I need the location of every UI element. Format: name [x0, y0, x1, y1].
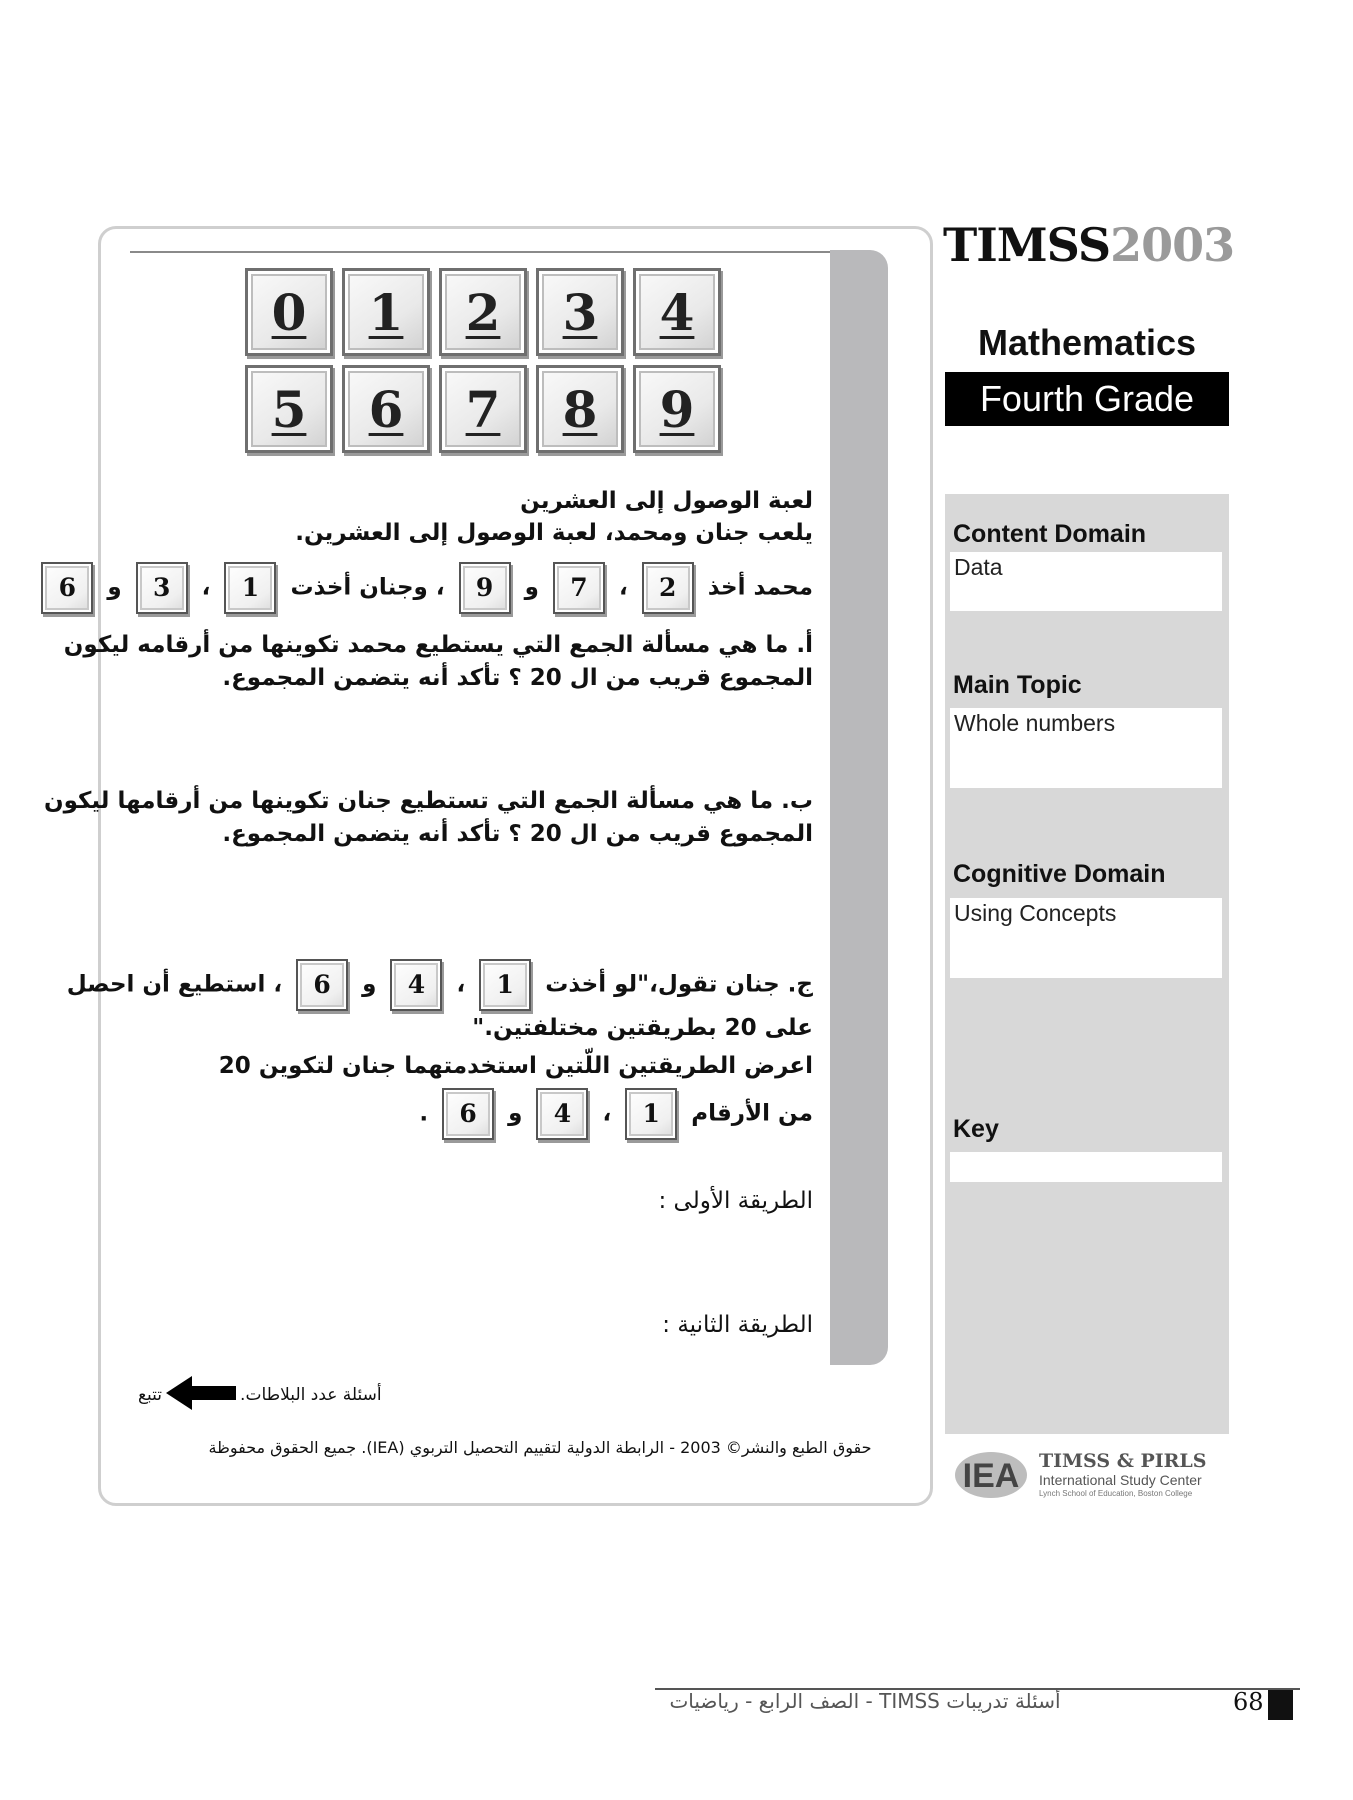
players-numbers-line [35, 562, 813, 614]
jinan-number-box: 4 [536, 1088, 588, 1140]
logo-line-1: TIMSS & PIRLS [1039, 1450, 1207, 1472]
tile-6: 6 [342, 365, 430, 453]
way-1-label: الطريقة الأولى : [658, 1188, 813, 1214]
jinan-number-box: 6 [296, 959, 348, 1011]
part-a-line-1: أ. ما هي مسألة الجمع التي يستطيع محمد تكوينها من أرقامه ليكون [63, 632, 813, 658]
mohamed-number-box: 2 [642, 562, 694, 614]
page-number: 68 [1233, 1688, 1264, 1716]
jinan-number-box: 6 [442, 1088, 494, 1140]
part-b-line-1: ب. ما هي مسألة الجمع التي تستطيع جنان تكوينها من أرقامها ليكون [43, 788, 813, 814]
part-c-line-1 [67, 959, 813, 1011]
way-2-label: الطريقة الثانية : [662, 1312, 813, 1338]
subject-title: Mathematics [977, 322, 1197, 363]
and-word: و [362, 971, 377, 998]
logo-line-3: Lynch School of Education, Boston College [1039, 1489, 1193, 1498]
tile-4: 4 [633, 268, 721, 356]
part-b-line-2: المجموع قريب من ال 20 ؟ تأكد أنه يتضمن المجموع. [222, 821, 813, 847]
comma: ، [201, 574, 211, 601]
tile-7: 7 [439, 365, 527, 453]
jinan-number-box: 1 [625, 1088, 677, 1140]
grade-banner: Fourth Grade [945, 372, 1229, 426]
comma: ، [618, 574, 628, 601]
footer-title: أسئلة تدريبات TIMSS - الصف الرابع - رياضيات [669, 1689, 1061, 1713]
jinan-took-label: ، وجنان أخذت [290, 574, 445, 601]
content-domain-value: Data [950, 552, 1222, 611]
cognitive-domain-label: Cognitive Domain [953, 860, 1166, 888]
top-divider [130, 251, 830, 253]
jinan-number-box: 6 [41, 562, 93, 614]
gray-side-band [830, 250, 888, 1365]
follow-label: تتبع [138, 1385, 163, 1405]
tile-5: 5 [245, 365, 333, 453]
question-intro: يلعب جنان ومحمد، لعبة الوصول إلى العشرين. [295, 520, 813, 546]
tile-1: 1 [342, 268, 430, 356]
question-title: لعبة الوصول إلى العشرين [520, 488, 813, 514]
tile-2: 2 [439, 268, 527, 356]
part-c-digits-prefix: من الأرقام [691, 1100, 813, 1127]
and-word: و [524, 574, 539, 601]
main-topic-label: Main Topic [953, 671, 1082, 699]
tile-0: 0 [245, 268, 333, 356]
main-topic-value: Whole numbers [950, 708, 1222, 788]
and-word: و [107, 574, 122, 601]
iea-logo-text: IEA [962, 1457, 1020, 1495]
mohamed-took-label: محمد أخذ [707, 574, 813, 601]
left-arrow-icon [166, 1376, 236, 1414]
part-c-prefix: ج. جنان تقول،"لو أخذت [545, 971, 813, 998]
part-c-line-3: اعرض الطريقتين اللّتين استخدمتهما جنان لتكوين 20 [218, 1053, 813, 1079]
part-c-suffix: ، استطيع أن احصل [66, 971, 283, 998]
timss-brand [943, 218, 1234, 272]
tile-3: 3 [536, 268, 624, 356]
copyright-notice: حقوق الطبع والنشر© 2003 - الرابطة الدولية لتقييم التحصيل التربوي (IEA). جميع الحقوق محفوظة [208, 1438, 872, 1457]
tile-9: 9 [633, 365, 721, 453]
period: . [419, 1100, 429, 1127]
key-label: Key [953, 1115, 999, 1143]
logo-line-2: International Study Center [1039, 1472, 1202, 1488]
iea-logo-icon [953, 1450, 1029, 1504]
content-domain-label: Content Domain [953, 520, 1147, 548]
continue-note [138, 1376, 382, 1414]
cognitive-domain-value: Using Concepts [950, 898, 1222, 978]
continue-label: أسئلة عدد البلاطات. [240, 1385, 382, 1405]
brand-year: 2003 [1110, 218, 1235, 272]
part-c-line-2: على 20 بطريقتين مختلفتين." [472, 1015, 813, 1041]
jinan-number-box: 1 [479, 959, 531, 1011]
mohamed-number-box: 7 [553, 562, 605, 614]
jinan-number-box: 1 [224, 562, 276, 614]
part-c-line-4 [419, 1088, 813, 1140]
comma: ، [456, 971, 466, 998]
key-value [950, 1152, 1222, 1182]
jinan-number-box: 3 [136, 562, 188, 614]
mohamed-number-box: 9 [459, 562, 511, 614]
jinan-number-box: 4 [390, 959, 442, 1011]
tile-8: 8 [536, 365, 624, 453]
part-a-line-2: المجموع قريب من ال 20 ؟ تأكد أنه يتضمن المجموع. [222, 665, 813, 691]
and-word: و [508, 1100, 523, 1127]
page-marker-block [1268, 1690, 1293, 1720]
comma: ، [602, 1100, 612, 1127]
brand-main: TIMSS [943, 218, 1111, 272]
